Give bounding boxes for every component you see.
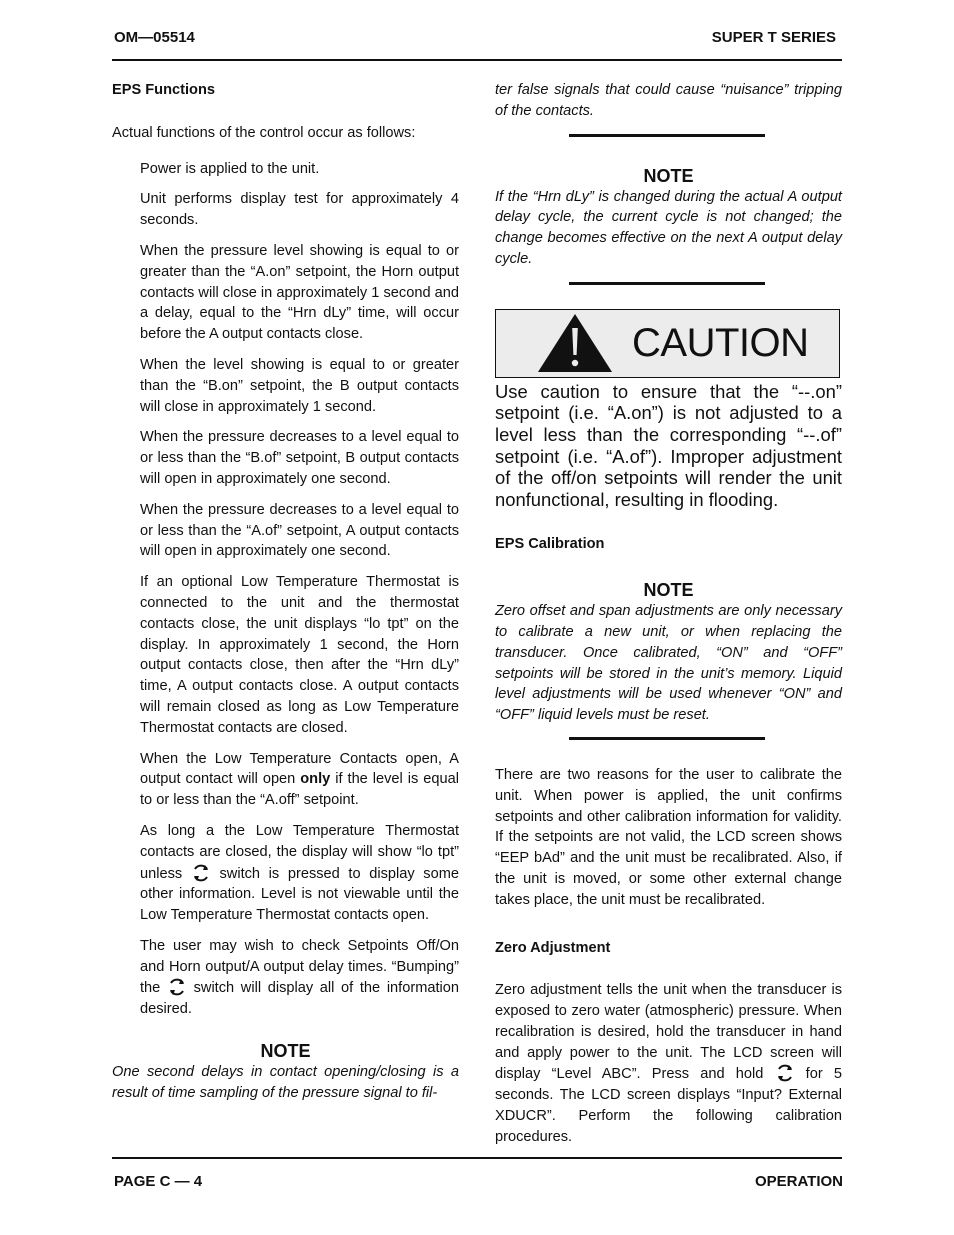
note3-title: NOTE xyxy=(643,580,694,601)
step-low-temp-open xyxy=(140,749,459,811)
step-b-of: When the pressure decreases to a level equal to or less than the “B.of” setpoint, B output contacts will open in approximately one second. xyxy=(140,429,459,487)
right-column xyxy=(495,80,842,1148)
note-text: One second delays in contact opening/closing is a result of time sampling of the pressure signal to fil- xyxy=(112,1064,459,1101)
text-run: if the level is equal to or less than the “A.off” setpoint. xyxy=(140,771,459,809)
text-run: As long a the Low Temperature Thermostat contacts are closed, the display will show “lo tpt” unless xyxy=(140,822,459,882)
section-name: OPERATION xyxy=(754,1173,843,1190)
text-run: The user may wish to check Setpoints Off/On and Horn output/A output delay times. “Bumping” the xyxy=(140,937,459,997)
warning-triangle-icon xyxy=(536,312,614,374)
caution-banner xyxy=(495,309,840,378)
step-display-test: Unit performs display test for approximately 4 seconds. xyxy=(140,191,459,229)
eps-functions-heading: EPS Functions xyxy=(112,82,215,98)
step-b-on: When the level showing is equal to or greater than the “B.on” setpoint, the B output contacts will close in approximately 1 second. xyxy=(140,356,459,415)
step-low-temp: If an optional Low Temperature Thermostat is connected to the unit and the thermostat contacts close, the unit displays “lo tpt” on the display. In approximately 1 second, the Horn output contacts close, then after the “Hrn dLy” time, A output contacts close. A output contacts will remain closed as long as Low Temperature Thermostat contacts are closed. xyxy=(140,574,459,736)
zero-adjustment-heading: Zero Adjustment xyxy=(495,939,611,956)
note3-text: Zero offset and span adjustments are only necessary to calibrate a new unit, or when replacing the transducer. Once calibrated, “ON” and “OFF” setpoints will be stored in the unit’s memory. Liquid level adjustments will be used whenever “ON” and “OFF” liquid levels must be reset. xyxy=(495,603,842,724)
zero-adjustment-paragraph xyxy=(495,980,842,1147)
step-a-of: When the pressure decreases to a level equal to or less than the “A.of” setpoint, A output contacts will open in approximately one second. xyxy=(140,501,459,560)
page-number: PAGE C — 4 xyxy=(114,1173,203,1190)
cycle-switch-icon xyxy=(775,1063,795,1083)
text-run: switch will display all of the information desired. xyxy=(140,980,460,1018)
footer-rule xyxy=(112,1157,842,1159)
intro-paragraph: Actual functions of the control occur as follows: xyxy=(112,124,416,141)
note-continued: ter false signals that could cause “nuisance” tripping of the contacts. xyxy=(495,82,842,119)
note2-text: If the “Hrn dLy” is changed during the actual A output delay cycle, the current cycle is not changed; the change becomes effective on the next A output delay cycle. xyxy=(495,188,842,267)
note-title: NOTE xyxy=(260,1041,311,1062)
document-id: OM—05514 xyxy=(114,29,195,46)
series-title: SUPER T SERIES xyxy=(711,29,836,46)
text-run: Zero adjustment tells the unit when the transducer is exposed to zero water (atmospheric) pressure. When recalibration is desired, hold the transducer in hand and apply power to the unit. The LCD screen will display “Level ABC”. Press and hold xyxy=(495,982,842,1083)
text-run: When the Low Temperature Contacts open, A output contact will open xyxy=(140,750,459,788)
caution-text: Use caution to ensure that the “--.on” setpoint (i.e. “A.on”) is not adjusted to a level less than the corresponding “--.of” setpoint (i.e. “A.of”). Improper adjustment of the off/on setpoints will render the unit nonfunctional, resulting in flooding. xyxy=(495,380,842,510)
step-check-setpoints xyxy=(140,936,459,1020)
emphasis-only: only xyxy=(300,771,331,788)
text-run: for 5 seconds. The LCD screen displays “Input? External XDUCR”. Perform the following calibration procedures. xyxy=(495,1066,842,1145)
text-run: switch is pressed to display some other information. Level is not viewable until the Low Temperature Thermostat contacts open. xyxy=(140,865,459,924)
cycle-switch-icon xyxy=(191,863,211,883)
cycle-switch-icon xyxy=(167,977,187,997)
note-separator xyxy=(569,134,765,137)
note2-title: NOTE xyxy=(643,165,694,186)
caution-word: CAUTION xyxy=(632,320,809,365)
calibration-paragraph: There are two reasons for the user to calibrate the unit. When power is applied, the unit confirms setpoints and other calibration information for validity. If the setpoints are not valid, the LCD screen shows “EEP bAd” and the unit must be recalibrated. Also, if the unit is moved, or some other external change takes place, the unit must be recalibrated. xyxy=(495,766,842,908)
step-display-lo-tpt xyxy=(140,821,459,926)
step-power: Power is applied to the unit. xyxy=(140,160,320,177)
left-column xyxy=(112,80,459,1104)
note-separator xyxy=(569,737,765,740)
eps-calibration-heading: EPS Calibration xyxy=(495,536,605,553)
step-a-on: When the pressure level showing is equal to or greater than the “A.on” setpoint, the Horn output contacts will close in approximately 1 second and a delay, equal to the “Hrn dLy” time, will occur before the A output contacts close. xyxy=(140,242,459,343)
note-separator xyxy=(569,282,765,285)
header-rule xyxy=(112,59,842,61)
